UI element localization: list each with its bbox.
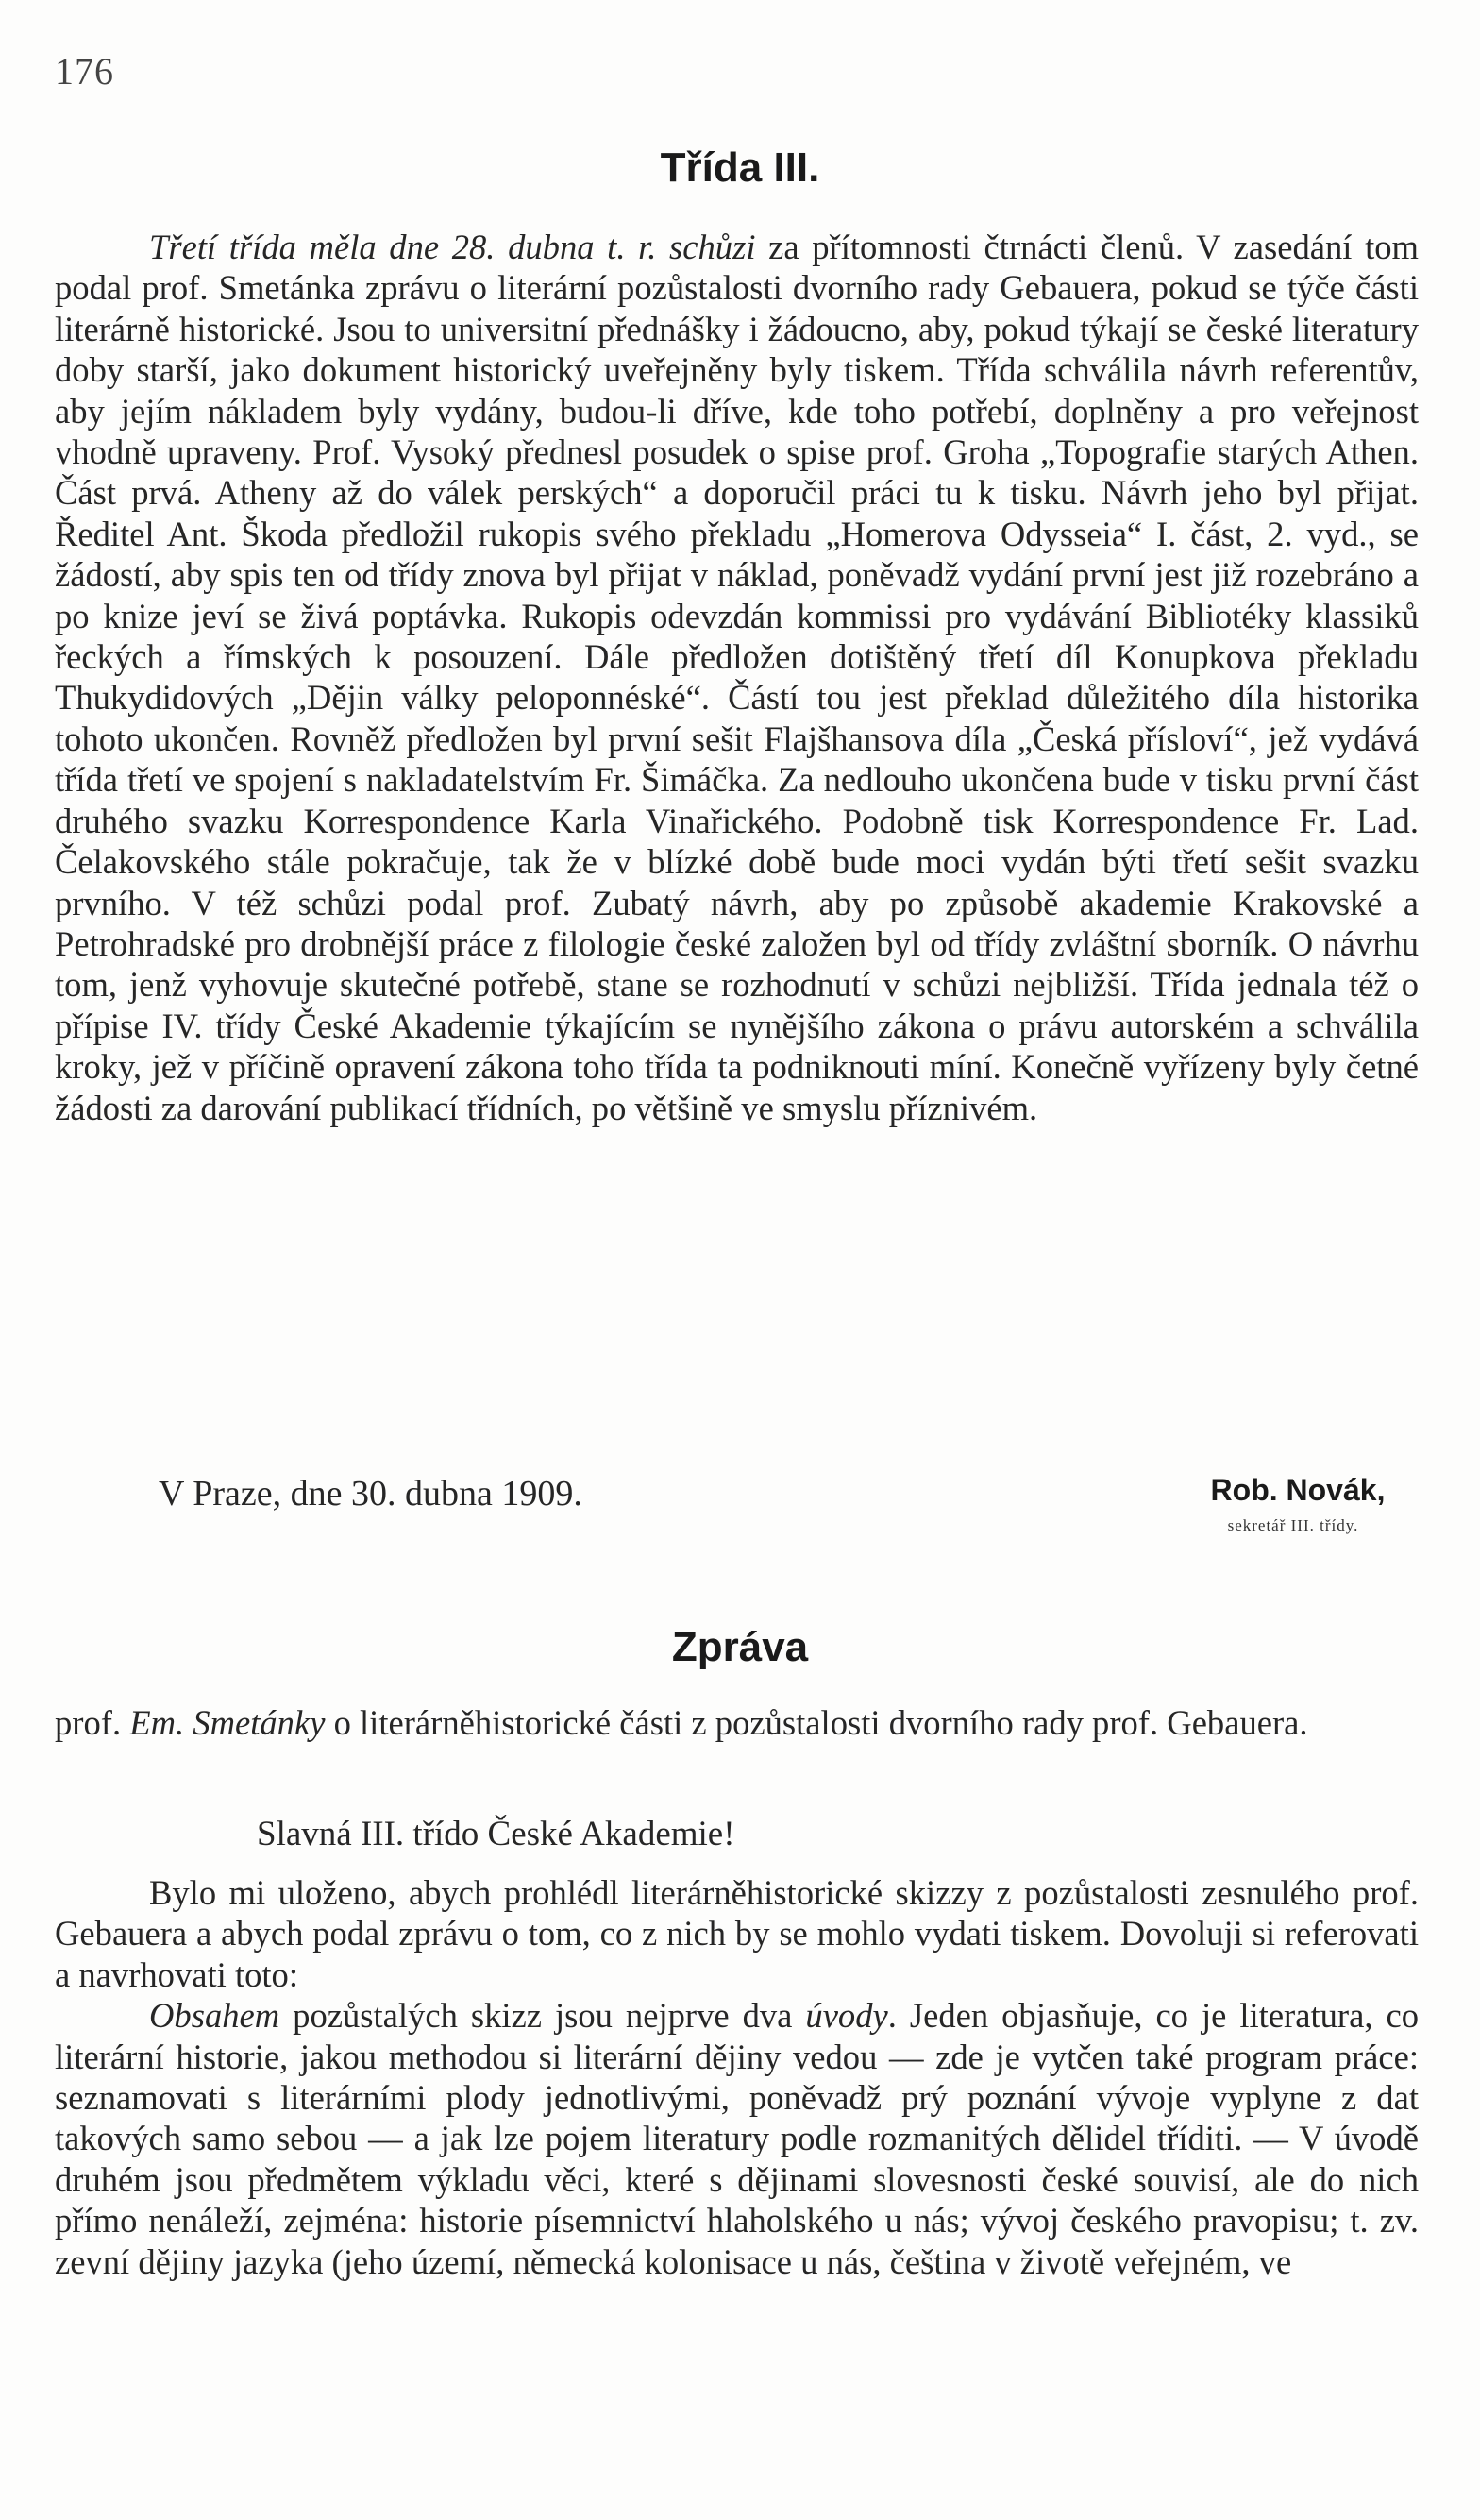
section-heading-zprava: Zpráva [671, 1624, 809, 1670]
paragraph2-emphasis: úvody [805, 1996, 888, 2036]
section1-lead: Třetí třída měla dne 28. dubna t. r. schůzi [149, 228, 756, 266]
page-number: 176 [55, 50, 114, 93]
salutation: Slavná III. třído České Akademie! [257, 1815, 735, 1853]
report-subtitle [55, 1702, 1419, 1743]
subtitle-prefix: prof. [55, 1703, 130, 1742]
subtitle-rest: o literárněhistorické části z pozůstalosti dvorního rady prof. Gebauera. [325, 1703, 1308, 1742]
place-date: V Praze, dne 30. dubna 1909. [159, 1474, 582, 1514]
paragraph2-lead: Obsahem [149, 1996, 280, 2036]
section1-paragraph [55, 227, 1419, 1128]
report-paragraph-2 [55, 1995, 1419, 2282]
paragraph2-mid: pozůstalých skizz jsou nejprve dva [279, 1996, 806, 2036]
report-body [55, 1872, 1419, 2282]
report-paragraph-1: Bylo mi uloženo, abych prohlédl literárněhistorické skizzy z pozůstalosti zesnulého prof. Gebauera a abych podal zprávu o tom, co z nich by se mohlo vydati tiskem. Dovoluji si referovati a navrhovati toto: [55, 1873, 1419, 1994]
section1-body: za přítomnosti čtrnácti členů. V zasedání tom podal prof. Smetánka zprávu o literární pozůstalosti dvorního rady Gebauera, pokud se týče části literárně historické. Jsou to universitní přednášky i žádoucno, aby, pokud týkají se české literatury doby starší, jako dokument historický uveřejněny byly tiskem. Třída schválila návrh referentův, aby jejím nákladem byly vydány, budou-li dříve, kde toho potřebí, doplněny a pro veřejnost vhodně upraveny. Prof. Vysoký přednesl posudek o spise prof. Groha „Topografie starých Athen. Část prvá. Atheny až do válek perských“ a doporučil práci tu k tisku. Návrh jeho byl přijat. Ředitel Ant. Škoda předložil rukopis svého překladu „Homerova Odysseia“ I. část, 2. vyd., se žádostí, aby spis ten od třídy znova byl přijat v náklad, poněvadž vydání první jest již rozebráno a po knize jeví se živá poptávka. Rukopis odevzdán kommissi pro vydávání Bibliotéky klassiků řeckých a římských k posouzení. Dále předložen dotištěný třetí díl Konupkova překladu Thukydidových „Dějin války peloponnéské“. Částí tou jest překlad důležitého díla historika tohoto ukončen. Rovněž předložen byl první sešit Flajšhansova díla „Česká přísloví“, jež vydává třída třetí ve spojení s nakladatelstvím Fr. Šimáčka. Za nedlouho ukončena bude v tisku první část druhého svazku Korrespondence Karla Vinařického. Podobně tisk Korrespondence Fr. Lad. Čelakovského stále pokračuje, tak že v blízké době bude moci vydán býti třetí sešit svazku prvního. V též schůzi podal prof. Zubatý návrh, aby po způsobě akademie Krakovské a Petrohradské pro drobnější práce z filologie české založen byl od třídy zvláštní sborník. O návrhu tom, jenž vyhovuje skutečné potřebě, stane se rozhodnutí v schůzi nejbližší. Třída jednala též o přípise IV. třídy České Akademie týkajícím se nynějšího zákona o právu autorském a schválila kroky, jež v příčině opravení zákona toho třída ta podniknouti míní. Konečně vyřízeny byly četné žádosti za darování publikací třídních, po většině ve smyslu příznivém. [55, 228, 1419, 1127]
paragraph2-rest: . Jeden objasňuje, co je literatura, co literární historie, jakou methodou si literární dějiny vedou — zde je vytčen také program práce: seznamovati s literárními plody jednotlivými, poněvadž prý poznání vývoje vyplyne z dat takových samo sebou — a jak lze pojem literatury podle rozmanitých dělidel tříditi. — V úvodě druhém jsou předmětem výkladu věci, které s dějinami slovesnosti české souvisí, ale do nich přímo nenáleží, zejména: historie písemnictví hlaholského u nás; vývoj českého pravopisu; t. zv. zevní dějiny jazyka (jeho území, německá kolonisace u nás, čeština v životě veřejném, ve [55, 1996, 1419, 2281]
section-heading-trida: Třída III. [660, 144, 820, 191]
subtitle-author: Em. Smetánky [129, 1703, 326, 1742]
signature-name: Rob. Novák, [1210, 1473, 1386, 1507]
signature-title: sekretář III. třídy. [1227, 1516, 1359, 1534]
